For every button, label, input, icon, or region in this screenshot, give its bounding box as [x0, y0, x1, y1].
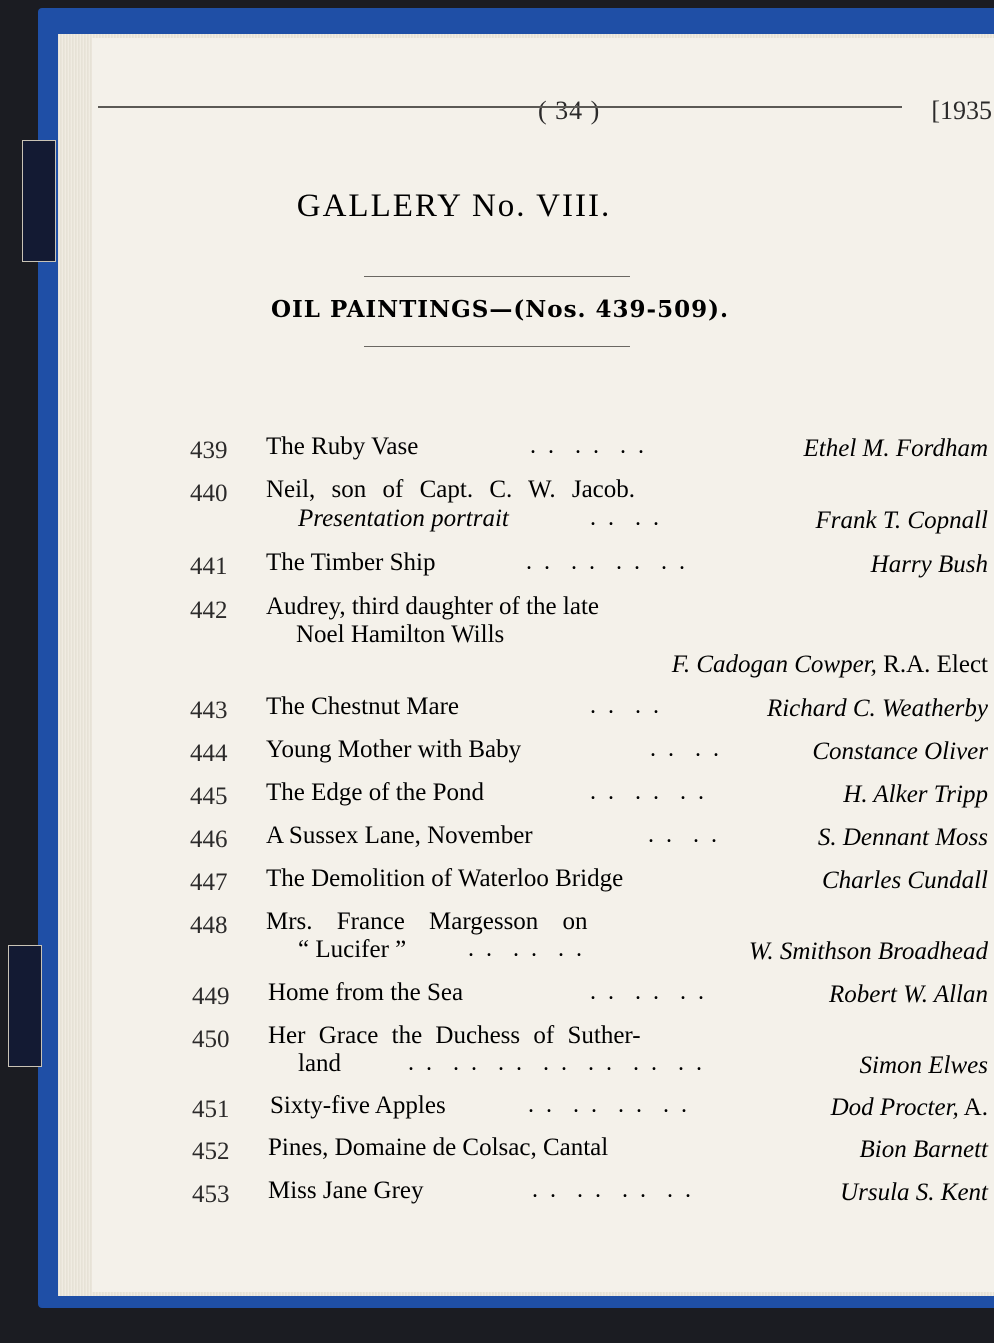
entry-artist: Ursula S. Kent: [840, 1179, 988, 1206]
entry-artist: Constance Oliver: [812, 738, 988, 765]
leader-dots: . . . .: [590, 505, 662, 531]
entry-number: 441: [190, 553, 228, 580]
page-number: ( 34 ): [538, 96, 601, 125]
leader-dots: . . . .: [650, 736, 722, 762]
entry-title: Her Grace the Duchess of Suther-: [268, 1022, 641, 1049]
entry-artist-line: [672, 651, 988, 679]
entry-artist-line: [831, 1094, 988, 1122]
entry-title: Sixty-five Apples: [270, 1092, 446, 1119]
leader-dots: . . . . . . . .: [532, 1177, 694, 1203]
section-rule-top: [364, 276, 630, 277]
leader-dots: . . . . . .: [530, 433, 647, 459]
running-header: [192, 96, 992, 136]
entry-title: Young Mother with Baby: [266, 736, 522, 763]
entry-artist: Simon Elwes: [859, 1052, 988, 1079]
entry-title: Audrey, third daughter of the late: [266, 593, 599, 620]
leader-dots: . . . .: [590, 693, 662, 719]
section-rule-bottom: [364, 346, 630, 347]
entry-title: The Chestnut Mare: [266, 693, 460, 720]
entry-subtitle: Presentation portrait: [298, 505, 509, 532]
entry-artist: Ethel M. Fordham: [803, 435, 988, 462]
entry-artist: S. Dennant Moss: [817, 824, 988, 851]
entry-number: 447: [190, 869, 228, 896]
entry-title-continued: land: [298, 1050, 342, 1077]
header-rule: [98, 106, 902, 108]
binding-tab-bottom: [8, 945, 42, 1067]
entry-title: A Sussex Lane, November: [266, 822, 533, 849]
entry-number: 443: [190, 697, 228, 724]
entry-artist-suffix: R.A. Elect: [876, 651, 988, 678]
entry-number: 442: [190, 597, 228, 624]
entry-artist: Frank T. Copnall: [815, 507, 988, 534]
leader-dots: . . . .: [648, 822, 720, 848]
entry-artist: Richard C. Weatherby: [766, 695, 988, 722]
entry-title: Pines, Domaine de Colsac, Cantal: [268, 1134, 609, 1161]
entry-artist: Dod Procter,: [830, 1094, 959, 1121]
entry-number: 451: [192, 1096, 230, 1123]
entry-number: 449: [192, 983, 230, 1010]
entry-number: 439: [190, 437, 228, 464]
entry-title: Miss Jane Grey: [268, 1177, 424, 1204]
leader-dots: . . . . . .: [590, 779, 707, 805]
entry-number: 452: [192, 1138, 230, 1165]
entry-title: Mrs. France Margesson on: [266, 908, 588, 935]
entry-artist: H. Alker Tripp: [843, 781, 988, 808]
entry-number: 448: [190, 912, 228, 939]
leader-dots: . . . . . . . . . . . . . .: [408, 1050, 705, 1076]
entry-artist: F. Cadogan Cowper,: [671, 651, 877, 678]
entry-artist-suffix: A.: [958, 1094, 988, 1121]
leader-dots: . . . . . .: [468, 936, 585, 962]
leader-dots: . . . . . . . .: [528, 1092, 690, 1118]
entry-title: Neil, son of Capt. C. W. Jacob.: [266, 476, 636, 503]
entry-title: The Edge of the Pond: [266, 779, 485, 806]
entry-title: Home from the Sea: [268, 979, 464, 1006]
entry-number: 444: [190, 740, 228, 767]
header-year: [1935: [931, 96, 992, 125]
leader-dots: . . . . . . . .: [526, 549, 688, 575]
entry-number: 450: [192, 1026, 230, 1053]
leader-dots: . . . . . .: [590, 979, 707, 1005]
entry-artist: Robert W. Allan: [828, 981, 988, 1008]
entry-title-continued: “ Lucifer ”: [298, 936, 407, 963]
entry-artist: Harry Bush: [870, 551, 988, 578]
entry-number: 440: [190, 480, 228, 507]
entry-title: The Timber Ship: [266, 549, 436, 576]
entry-number: 445: [190, 783, 228, 810]
entry-title: The Demolition of Waterloo Bridge: [266, 865, 624, 892]
entry-artist: W. Smithson Broadhead: [748, 938, 988, 965]
entry-number: 453: [192, 1181, 230, 1208]
entry-title: The Ruby Vase: [266, 433, 419, 460]
gallery-title: GALLERY No. VIII.: [296, 188, 612, 224]
entry-number: 446: [190, 826, 228, 853]
section-title: OIL PAINTINGS—(Nos. 439-509).: [270, 296, 730, 323]
entry-artist: Bion Barnett: [859, 1136, 988, 1163]
entry-title-continued: Noel Hamilton Wills: [296, 621, 505, 648]
entry-artist: Charles Cundall: [822, 867, 988, 894]
